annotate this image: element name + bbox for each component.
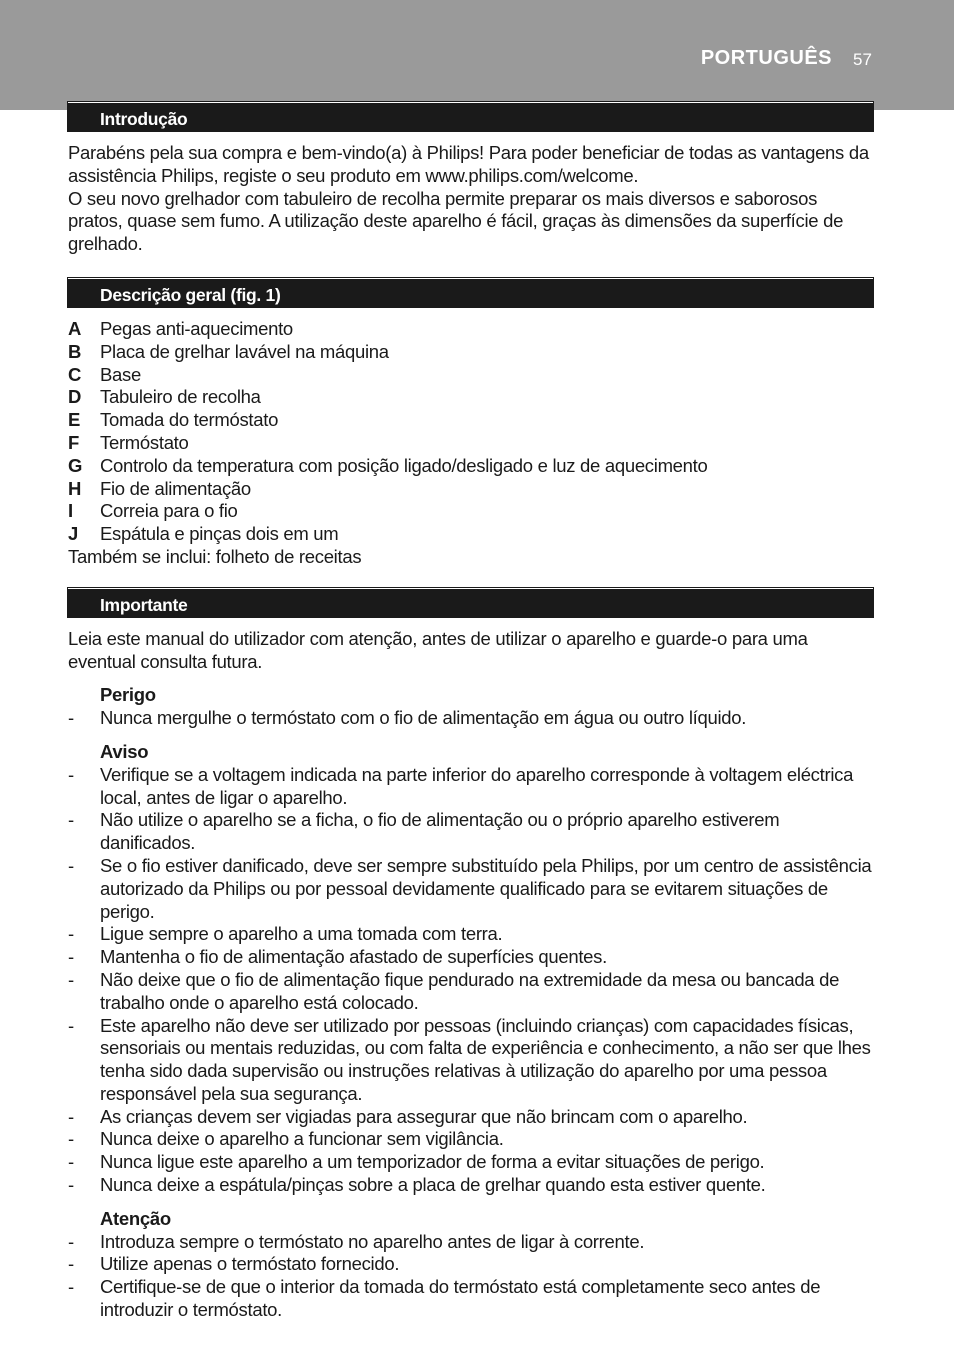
bullet-dash: - (68, 1151, 74, 1173)
section-heading-introduction: Introdução (68, 102, 873, 131)
item-text: Tabuleiro de recolha (100, 386, 261, 408)
list-item (68, 855, 873, 923)
list-item (68, 969, 873, 1015)
item-letter: G (68, 454, 83, 476)
item-text: Placa de grelhar lavável na máquina (100, 340, 389, 362)
item-letter: C (68, 363, 82, 385)
overview-list (68, 318, 873, 569)
list-item (68, 455, 873, 478)
list-item (68, 341, 873, 364)
list-item (68, 478, 873, 501)
list-item (68, 523, 873, 546)
bullet-dash: - (68, 968, 74, 990)
intro-paragraph: Parabéns pela sua compra e bem-vindo(a) à Philips! Para poder beneficiar de todas as vantagens da assistência Philips, registe o seu produto em www.philips.com/welcome. (68, 142, 869, 186)
item-letter: D (68, 386, 82, 408)
item-letter: E (68, 409, 81, 431)
item-letter: A (68, 317, 82, 339)
section-heading-overview: Descrição geral (fig. 1) (68, 278, 873, 307)
bullet-dash: - (68, 1174, 74, 1196)
item-text: Fio de alimentação (100, 477, 251, 499)
list-item (68, 946, 873, 969)
item-text: As crianças devem ser vigiadas para assegurar que não brincam com o aparelho. (100, 1105, 748, 1127)
page-header-band (0, 0, 954, 110)
list-item (68, 707, 873, 730)
bullet-dash: - (68, 1128, 74, 1150)
item-text: Nunca deixe o aparelho a funcionar sem vigilância. (100, 1128, 504, 1150)
introduction-text (68, 142, 873, 256)
bullet-dash: - (68, 1105, 74, 1127)
list-item (68, 1174, 873, 1197)
item-text: Utilize apenas o termóstato fornecido. (100, 1253, 400, 1275)
list-item (68, 432, 873, 455)
caution-list (68, 1231, 873, 1322)
page-number: 57 (853, 50, 872, 69)
bullet-dash: - (68, 1230, 74, 1252)
also-included-note: Também se inclui: folheto de receitas (68, 545, 362, 567)
warning-heading: Aviso (100, 740, 149, 762)
item-text: Se o fio estiver danificado, deve ser sempre substituído pela Philips, por um centro de assistência autorizado da Philips ou por pessoal devidamente qualificado para se evitarem situações de perigo. (100, 854, 872, 922)
list-item (68, 364, 873, 387)
item-text: Tomada do termóstato (100, 409, 279, 431)
list-item (68, 923, 873, 946)
item-text: Espátula e pinças dois em um (100, 523, 339, 545)
list-item (68, 809, 873, 855)
danger-heading: Perigo (100, 684, 156, 706)
item-text: Nunca mergulhe o termóstato com o fio de alimentação em água ou outro líquido. (100, 707, 747, 729)
list-item (68, 1151, 873, 1174)
list-item (68, 318, 873, 341)
item-text: Ligue sempre o aparelho a uma tomada com terra. (100, 923, 503, 945)
bullet-dash: - (68, 854, 74, 876)
bullet-dash: - (68, 707, 74, 729)
list-item (68, 386, 873, 409)
item-text: Pegas anti-aquecimento (100, 317, 293, 339)
item-text: Correia para o fio (100, 500, 238, 522)
danger-list (68, 707, 873, 730)
list-item (68, 1231, 873, 1254)
bullet-dash: - (68, 1276, 74, 1298)
item-text: Não utilize o aparelho se a ficha, o fio de alimentação ou o próprio aparelho estiverem danificados. (100, 809, 780, 854)
item-letter: H (68, 477, 82, 499)
section-heading-important: Importante (68, 588, 873, 617)
item-letter: F (68, 431, 80, 453)
item-text: Certifique-se de que o interior da tomada do termóstato está completamente seco antes de introduzir o termóstato. (100, 1276, 821, 1321)
item-text: Termóstato (100, 431, 189, 453)
warning-list (68, 764, 873, 1197)
item-text: Verifique se a voltagem indicada na parte inferior do aparelho corresponde à voltagem eléctrica local, antes de ligar o aparelho. (100, 763, 854, 808)
intro-paragraph: O seu novo grelhador com tabuleiro de recolha permite preparar os mais diversos e saborosos pratos, quase sem fumo. A utilização deste aparelho é fácil, graças às dimensões da superfície de grelhado. (68, 187, 844, 255)
item-text: Nunca ligue este aparelho a um temporizador de forma a evitar situações de perigo. (100, 1151, 765, 1173)
document-body (68, 102, 873, 1322)
bullet-dash: - (68, 946, 74, 968)
list-item (68, 409, 873, 432)
bullet-dash: - (68, 1014, 74, 1036)
item-letter: B (68, 340, 82, 362)
list-item (68, 1253, 873, 1276)
caution-heading: Atenção (100, 1207, 171, 1229)
important-intro: Leia este manual do utilizador com atenção, antes de utilizar o aparelho e guarde-o para uma eventual consulta futura. (68, 627, 808, 672)
item-text: Este aparelho não deve ser utilizado por pessoas (incluindo crianças) com capacidades físicas, sensoriais ou mentais reduzidas, ou com falta de experiência e conhecimento, a não ser que lhes tenha sido dada supervisão ou instruções relativas à utilização do aparelho por uma pessoa responsável pela sua segurança. (100, 1014, 871, 1104)
item-text: Não deixe que o fio de alimentação fique pendurado na extremidade da mesa ou bancada de trabalho onde o aparelho está colocado. (100, 968, 840, 1013)
list-item (68, 500, 873, 523)
list-item (68, 764, 873, 810)
list-item (68, 1128, 873, 1151)
item-text: Introduza sempre o termóstato no aparelho antes de ligar à corrente. (100, 1230, 645, 1252)
item-letter: J (68, 523, 78, 545)
bullet-dash: - (68, 923, 74, 945)
bullet-dash: - (68, 809, 74, 831)
list-item (68, 1276, 873, 1322)
item-letter: I (68, 500, 73, 522)
item-text: Controlo da temperatura com posição ligado/desligado e luz de aquecimento (100, 454, 708, 476)
language-label: PORTUGUÊS (700, 47, 832, 69)
item-text: Nunca deixe a espátula/pinças sobre a placa de grelhar quando esta estiver quente. (100, 1174, 766, 1196)
item-text: Mantenha o fio de alimentação afastado de superfícies quentes. (100, 946, 607, 968)
bullet-dash: - (68, 1253, 74, 1275)
list-item (68, 1015, 873, 1106)
list-item (68, 1106, 873, 1129)
bullet-dash: - (68, 763, 74, 785)
item-text: Base (100, 363, 141, 385)
